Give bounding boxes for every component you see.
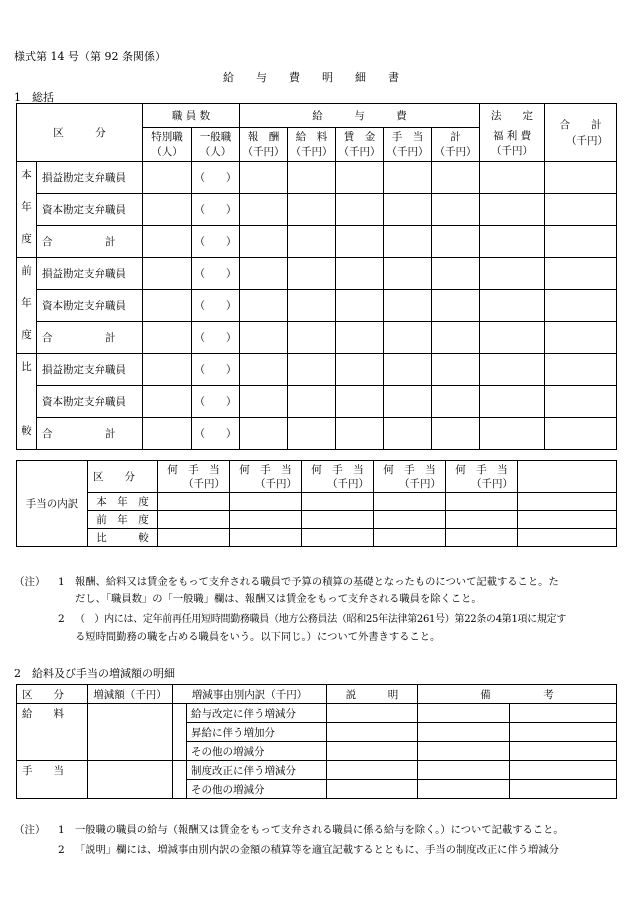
cell: [518, 493, 617, 511]
cell: [545, 418, 617, 450]
cell: [545, 322, 617, 354]
cell: [302, 493, 374, 511]
cell: [446, 511, 518, 529]
cell-general-paren: （ ）: [192, 418, 240, 450]
group-char: [17, 386, 37, 418]
cell: [336, 322, 384, 354]
remarks-cell: [510, 761, 617, 780]
header-col-2: 賃 金 （千円）: [336, 128, 384, 162]
cell: [480, 418, 545, 450]
cell: [545, 354, 617, 386]
cell: [240, 322, 288, 354]
group-char: 本: [17, 162, 37, 194]
document-title: 給 与 費 明 細 書: [223, 71, 399, 84]
s2-header-breakdown: 増減事由別内訳（千円）: [173, 685, 327, 704]
cell-general-paren: （ ）: [192, 386, 240, 418]
cell: [480, 194, 545, 226]
cell-special: [143, 354, 192, 386]
cell: [158, 493, 230, 511]
cell: [158, 511, 230, 529]
explain-cell: [327, 704, 418, 723]
cell-general-paren: （ ）: [192, 162, 240, 194]
cell: [432, 226, 480, 258]
remarks-cell: [510, 780, 617, 799]
notes-mark: （注）: [14, 576, 46, 588]
group-char: 度: [17, 226, 37, 258]
header-salary-cost: 給 与 費: [240, 104, 480, 128]
note-1-number: 1: [58, 824, 65, 836]
cell: [384, 290, 432, 322]
cell-special: [143, 194, 192, 226]
note-1-line1: 報酬、給料又は賃金をもって支弁される職員で予算の積算の基礎となったものについて記載すること。た: [75, 576, 559, 588]
row-label: 損益勘定支弁職員: [37, 162, 143, 194]
s2-header-explain: 説 明: [327, 685, 418, 704]
cell: [432, 194, 480, 226]
allowance-col-3: 何 手 当 （千円）: [302, 461, 374, 493]
cell: [432, 386, 480, 418]
cell: [158, 529, 230, 547]
cell: [545, 226, 617, 258]
note-2-number: 2: [58, 613, 65, 625]
group-char: 比: [17, 354, 37, 386]
allowance-row-label: 本 年 度: [88, 493, 158, 511]
cell: [336, 386, 384, 418]
explain-cell: [327, 761, 418, 780]
group-char: 前: [17, 258, 37, 290]
note-2-line2: る短時間勤務の職を占める職員をいう。以下同じ。）について外書きすること。: [75, 631, 441, 643]
s2-header-remarks: 備 考: [418, 685, 617, 704]
cell: [240, 226, 288, 258]
cell: [288, 290, 336, 322]
cell: [384, 354, 432, 386]
cell: [545, 258, 617, 290]
cell: [518, 529, 617, 547]
kubun-label: [17, 704, 88, 761]
cell: [302, 511, 374, 529]
cell: [302, 529, 374, 547]
header-staff-count: 職 員 数: [143, 104, 240, 128]
cell: [230, 529, 302, 547]
cell: [374, 511, 446, 529]
row-label: 合 計: [37, 226, 143, 258]
header-col-4: 計 （千円）: [432, 128, 480, 162]
allowance-col-extra: [518, 461, 617, 493]
cell: [240, 194, 288, 226]
note-1-number: 1: [58, 576, 65, 588]
kubun-label-text: 手 当: [22, 765, 64, 777]
s2-header-amount: 増減額（千円）: [88, 685, 173, 704]
cell: [336, 226, 384, 258]
cell: [432, 354, 480, 386]
header-kubun: 区 分: [17, 104, 143, 162]
cell: [480, 290, 545, 322]
note-1-line: 一般職の職員の給与（報酬又は賃金をもって支弁される職員に係る給与を除く。）について記載すること。: [75, 824, 564, 836]
cell-special: [143, 162, 192, 194]
cell: [336, 290, 384, 322]
note-1-line2: だし、「職員数」の「一般職」欄は、報酬又は賃金をもって支弁される職員を除くこと。: [75, 593, 482, 605]
header-col-3: 手 当 （千円）: [384, 128, 432, 162]
allowance-col-5: 何 手 当 （千円）: [446, 461, 518, 493]
row-label: 資本勘定支弁職員: [37, 290, 143, 322]
blank-cell: [173, 704, 187, 761]
cell: [336, 354, 384, 386]
group-char: 度: [17, 322, 37, 354]
section2-title: 2 給料及び手当の増減額の明細: [14, 667, 175, 680]
cell: [288, 194, 336, 226]
cell: [230, 511, 302, 529]
allowance-label: 手当の内訳: [17, 461, 88, 547]
row-label: 合 計: [37, 418, 143, 450]
cell: [545, 194, 617, 226]
kubun-label-text: 給 料: [22, 708, 64, 720]
cell: [432, 322, 480, 354]
cell: [384, 162, 432, 194]
row-label: 損益勘定支弁職員: [37, 258, 143, 290]
cell-special: [143, 258, 192, 290]
explain-cell: [327, 742, 418, 761]
cell: [432, 258, 480, 290]
allowance-row-label: 比 較: [88, 529, 158, 547]
cell-special: [143, 322, 192, 354]
row-label: 資本勘定支弁職員: [37, 386, 143, 418]
s2-header-kubun: 区 分: [17, 685, 88, 704]
cell-general-paren: （ ）: [192, 354, 240, 386]
cell: [240, 290, 288, 322]
cell: [288, 162, 336, 194]
header-legal-2: 福 利 費 （千円）: [480, 128, 545, 162]
cell: [480, 258, 545, 290]
remarks-cell: [510, 704, 617, 723]
remarks-cell: [418, 723, 510, 742]
row-label: 損益勘定支弁職員: [37, 354, 143, 386]
cell-special: [143, 386, 192, 418]
group-char: 年: [17, 194, 37, 226]
cell: [240, 386, 288, 418]
cell-special: [143, 290, 192, 322]
cell: [288, 226, 336, 258]
blank-cell: [173, 761, 187, 799]
row-label: 合 計: [37, 322, 143, 354]
form-number: 様式第 14 号（第 92 条関係）: [14, 50, 166, 63]
cell: [240, 162, 288, 194]
remarks-cell: [418, 780, 510, 799]
allowance-row-label: 前 年 度: [88, 511, 158, 529]
remarks-cell: [418, 704, 510, 723]
cell-general-paren: （ ）: [192, 226, 240, 258]
breakdown-item: その他の増減分: [187, 780, 327, 799]
allowance-col-1: 何 手 当 （千円）: [158, 461, 230, 493]
cell: [545, 386, 617, 418]
header-special: 特別職 （人）: [143, 128, 192, 162]
cell: [432, 290, 480, 322]
note-2-line1: （ ）内には、定年前再任用短時間勤務職員（地方公務員法（昭和25年法律第261号）第22条の4第1項に規定す: [75, 614, 567, 625]
cell: [480, 162, 545, 194]
cell: [480, 322, 545, 354]
cell: [480, 354, 545, 386]
increase-table: [16, 684, 617, 799]
cell: [446, 493, 518, 511]
remarks-cell: [418, 761, 510, 780]
cell: [336, 418, 384, 450]
remarks-cell: [418, 742, 510, 761]
cell: [432, 162, 480, 194]
group-char: 較: [17, 418, 37, 450]
cell: [374, 529, 446, 547]
cell: [288, 258, 336, 290]
cell: [384, 194, 432, 226]
cell: [518, 511, 617, 529]
cell-special: [143, 226, 192, 258]
header-general: 一般職 （人）: [192, 128, 240, 162]
cell: [240, 418, 288, 450]
cell-general-paren: （ ）: [192, 258, 240, 290]
cell: [336, 194, 384, 226]
cell: [336, 258, 384, 290]
note-2-number: 2: [58, 844, 65, 856]
header-total: 合 計 （千円）: [545, 104, 617, 162]
breakdown-item: 給与改定に伴う増減分: [187, 704, 327, 723]
cell: [240, 258, 288, 290]
cell: [374, 493, 446, 511]
cell: [446, 529, 518, 547]
cell: [384, 322, 432, 354]
breakdown-item: 制度改正に伴う増減分: [187, 761, 327, 780]
breakdown-item: その他の増減分: [187, 742, 327, 761]
note-2-line: 「説明」欄には、増減事由別内訳の金額の積算等を適宜記載するとともに、手当の制度改正に伴う増減分: [75, 844, 559, 856]
breakdown-item: 昇給に伴う増加分: [187, 723, 327, 742]
cell: [288, 322, 336, 354]
amount-cell: [88, 761, 173, 799]
explain-cell: [327, 723, 418, 742]
kubun-label: [17, 761, 88, 799]
remarks-cell: [510, 723, 617, 742]
allowance-col-4: 何 手 当 （千円）: [374, 461, 446, 493]
explain-cell: [327, 780, 418, 799]
allowance-col-2: 何 手 当 （千円）: [230, 461, 302, 493]
header-col-0: 報 酬 （千円）: [240, 128, 288, 162]
cell: [545, 162, 617, 194]
allowance-table: [16, 460, 617, 547]
allowance-kubun: 区 分: [88, 461, 158, 493]
cell-general-paren: （ ）: [192, 194, 240, 226]
cell: [288, 354, 336, 386]
row-label: 資本勘定支弁職員: [37, 194, 143, 226]
cell: [480, 386, 545, 418]
remarks-cell: [510, 742, 617, 761]
cell: [384, 386, 432, 418]
group-char: 年: [17, 290, 37, 322]
cell: [230, 493, 302, 511]
cell: [384, 258, 432, 290]
cell-general-paren: （ ）: [192, 322, 240, 354]
cell-general-paren: （ ）: [192, 290, 240, 322]
summary-table: [16, 103, 617, 450]
cell: [288, 386, 336, 418]
cell: [545, 290, 617, 322]
section1-title: 1 総括: [14, 91, 54, 104]
cell: [288, 418, 336, 450]
cell: [432, 418, 480, 450]
cell: [384, 226, 432, 258]
notes-mark: （注）: [14, 824, 46, 836]
cell-special: [143, 418, 192, 450]
header-legal-1: 法 定: [480, 104, 545, 128]
amount-cell: [88, 704, 173, 761]
cell: [240, 354, 288, 386]
cell: [384, 418, 432, 450]
cell: [336, 162, 384, 194]
cell: [480, 226, 545, 258]
header-col-1: 給 料 （千円）: [288, 128, 336, 162]
